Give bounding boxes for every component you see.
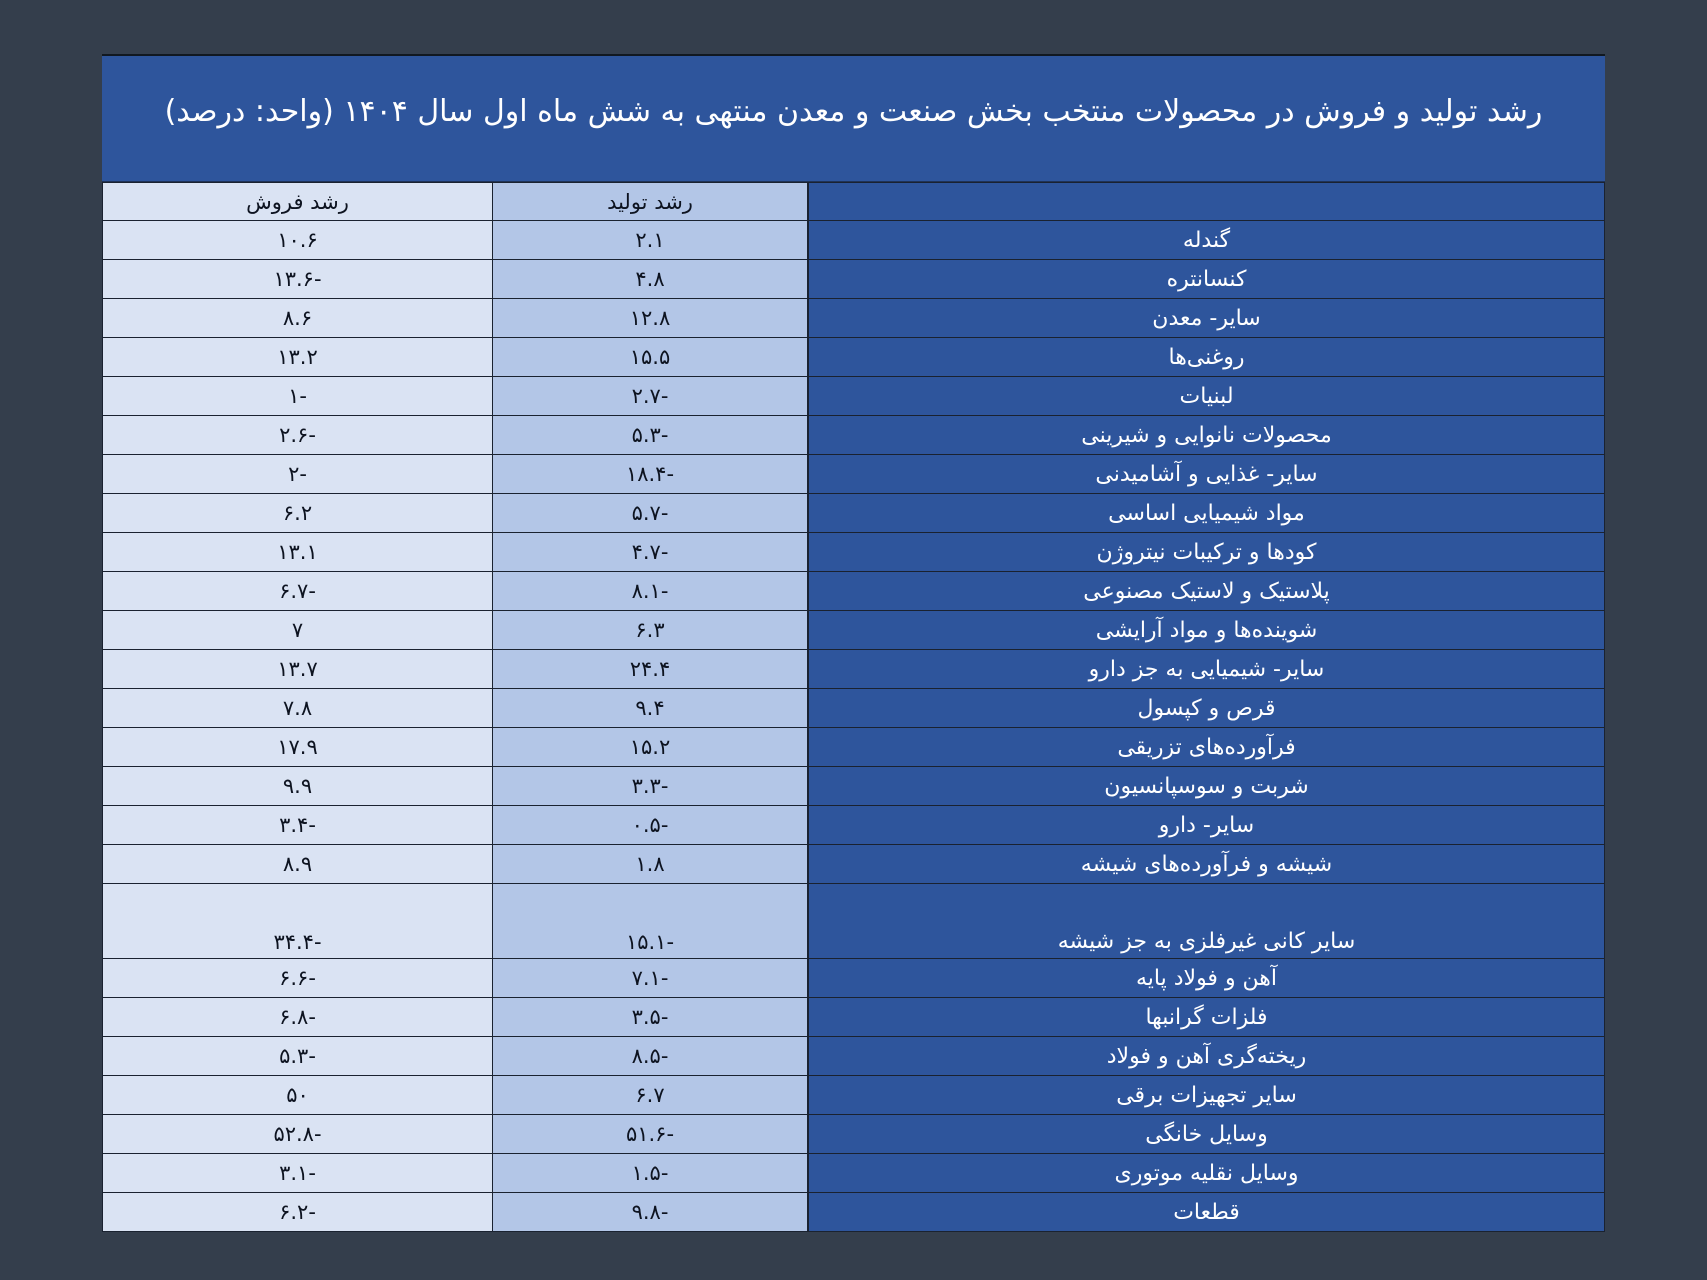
product-name-cell: سایر- شیمیایی به جز دارو <box>808 650 1605 689</box>
table-grid <box>102 182 1605 1226</box>
sales-growth-cell: ۸.۶ <box>102 299 493 338</box>
product-name-cell: فلزات گرانبها <box>808 998 1605 1037</box>
product-name-cell: کنسانتره <box>808 260 1605 299</box>
sales-growth-cell: -۲ <box>102 455 493 494</box>
product-name-cell: آهن و فولاد پایه <box>808 959 1605 998</box>
production-growth-cell: -۲.۷ <box>493 377 808 416</box>
product-name-cell: قرص و کپسول <box>808 689 1605 728</box>
table-title: رشد تولید و فروش در محصولات منتخب بخش صنعت و معدن منتهی به شش ماه اول سال ۱۴۰۴ (واحد: درصد) <box>164 94 1543 129</box>
sales-growth-cell: -۶.۶ <box>102 959 493 998</box>
header-name-cell <box>808 182 1605 221</box>
product-name-cell: سایر تجهیزات برقی <box>808 1076 1605 1115</box>
sales-growth-cell: ۵۰ <box>102 1076 493 1115</box>
production-growth-cell: ۲۴.۴ <box>493 650 808 689</box>
production-growth-cell: -۵۱.۶ <box>493 1115 808 1154</box>
table-title-bar <box>102 56 1605 182</box>
production-growth-cell: -۵.۳ <box>493 416 808 455</box>
sales-growth-cell: -۱۳.۶ <box>102 260 493 299</box>
sales-growth-cell: -۲.۶ <box>102 416 493 455</box>
production-growth-cell: -۳.۵ <box>493 998 808 1037</box>
sales-growth-cell: -۱ <box>102 377 493 416</box>
sales-growth-cell: -۳۴.۴ <box>102 884 493 959</box>
sales-growth-cell: -۳.۱ <box>102 1154 493 1193</box>
product-name-cell: شیشه و فرآورده‌های شیشه <box>808 845 1605 884</box>
production-growth-cell: ۱۲.۸ <box>493 299 808 338</box>
product-name-cell: سایر- معدن <box>808 299 1605 338</box>
product-name-cell: وسایل خانگی <box>808 1115 1605 1154</box>
production-growth-cell: -۹.۸ <box>493 1193 808 1232</box>
sales-growth-cell: -۳.۴ <box>102 806 493 845</box>
data-table-sheet <box>102 54 1605 1226</box>
sales-growth-cell: ۱۰.۶ <box>102 221 493 260</box>
production-growth-cell: -۳.۳ <box>493 767 808 806</box>
sales-growth-cell: ۶.۲ <box>102 494 493 533</box>
production-growth-cell: ۲.۱ <box>493 221 808 260</box>
sales-growth-cell: ۱۳.۷ <box>102 650 493 689</box>
product-name-cell: شوینده‌ها و مواد آرایشی <box>808 611 1605 650</box>
production-growth-cell: ۱۵.۵ <box>493 338 808 377</box>
sales-growth-cell: -۶.۸ <box>102 998 493 1037</box>
sales-growth-cell: ۹.۹ <box>102 767 493 806</box>
product-name-cell: ریخته‌گری آهن و فولاد <box>808 1037 1605 1076</box>
header-sales-growth: رشد فروش <box>102 182 493 221</box>
sales-growth-cell: -۶.۷ <box>102 572 493 611</box>
production-growth-cell: -۱۵.۱ <box>493 884 808 959</box>
product-name-cell: محصولات نانوایی و شیرینی <box>808 416 1605 455</box>
product-name-cell: لبنیات <box>808 377 1605 416</box>
product-name-cell: کودها و ترکیبات نیتروژن <box>808 533 1605 572</box>
sales-growth-cell: -۵۲.۸ <box>102 1115 493 1154</box>
product-name-cell: سایر- دارو <box>808 806 1605 845</box>
sales-growth-cell: ۷ <box>102 611 493 650</box>
production-growth-cell: -۴.۷ <box>493 533 808 572</box>
product-name-cell: شربت و سوسپانسیون <box>808 767 1605 806</box>
sales-growth-cell: ۷.۸ <box>102 689 493 728</box>
production-growth-cell: -۱.۵ <box>493 1154 808 1193</box>
product-name-cell: روغنی‌ها <box>808 338 1605 377</box>
sales-growth-cell: ۱۳.۱ <box>102 533 493 572</box>
production-growth-cell: -۵.۷ <box>493 494 808 533</box>
product-name-cell: فرآورده‌های تزریقی <box>808 728 1605 767</box>
production-growth-cell: ۴.۸ <box>493 260 808 299</box>
production-growth-cell: -۸.۱ <box>493 572 808 611</box>
production-growth-cell: ۶.۷ <box>493 1076 808 1115</box>
product-name-cell: مواد شیمیایی اساسی <box>808 494 1605 533</box>
header-production-growth: رشد تولید <box>493 182 808 221</box>
sales-growth-cell: ۸.۹ <box>102 845 493 884</box>
production-growth-cell: ۱.۸ <box>493 845 808 884</box>
production-growth-cell: -۱۸.۴ <box>493 455 808 494</box>
production-growth-cell: ۶.۳ <box>493 611 808 650</box>
product-name-cell: سایر کانی غیرفلزی به جز شیشه <box>808 884 1605 959</box>
production-growth-cell: ۹.۴ <box>493 689 808 728</box>
production-growth-cell: -۷.۱ <box>493 959 808 998</box>
sales-growth-cell: ۱۳.۲ <box>102 338 493 377</box>
product-name-cell: قطعات <box>808 1193 1605 1232</box>
sales-growth-cell: ۱۷.۹ <box>102 728 493 767</box>
product-name-cell: وسایل نقلیه موتوری <box>808 1154 1605 1193</box>
sales-growth-cell: -۵.۳ <box>102 1037 493 1076</box>
product-name-cell: سایر- غذایی و آشامیدنی <box>808 455 1605 494</box>
sales-growth-cell: -۶.۲ <box>102 1193 493 1232</box>
product-name-cell: پلاستیک و لاستیک مصنوعی <box>808 572 1605 611</box>
production-growth-cell: -۰.۵ <box>493 806 808 845</box>
product-name-cell: گندله <box>808 221 1605 260</box>
production-growth-cell: -۸.۵ <box>493 1037 808 1076</box>
production-growth-cell: ۱۵.۲ <box>493 728 808 767</box>
